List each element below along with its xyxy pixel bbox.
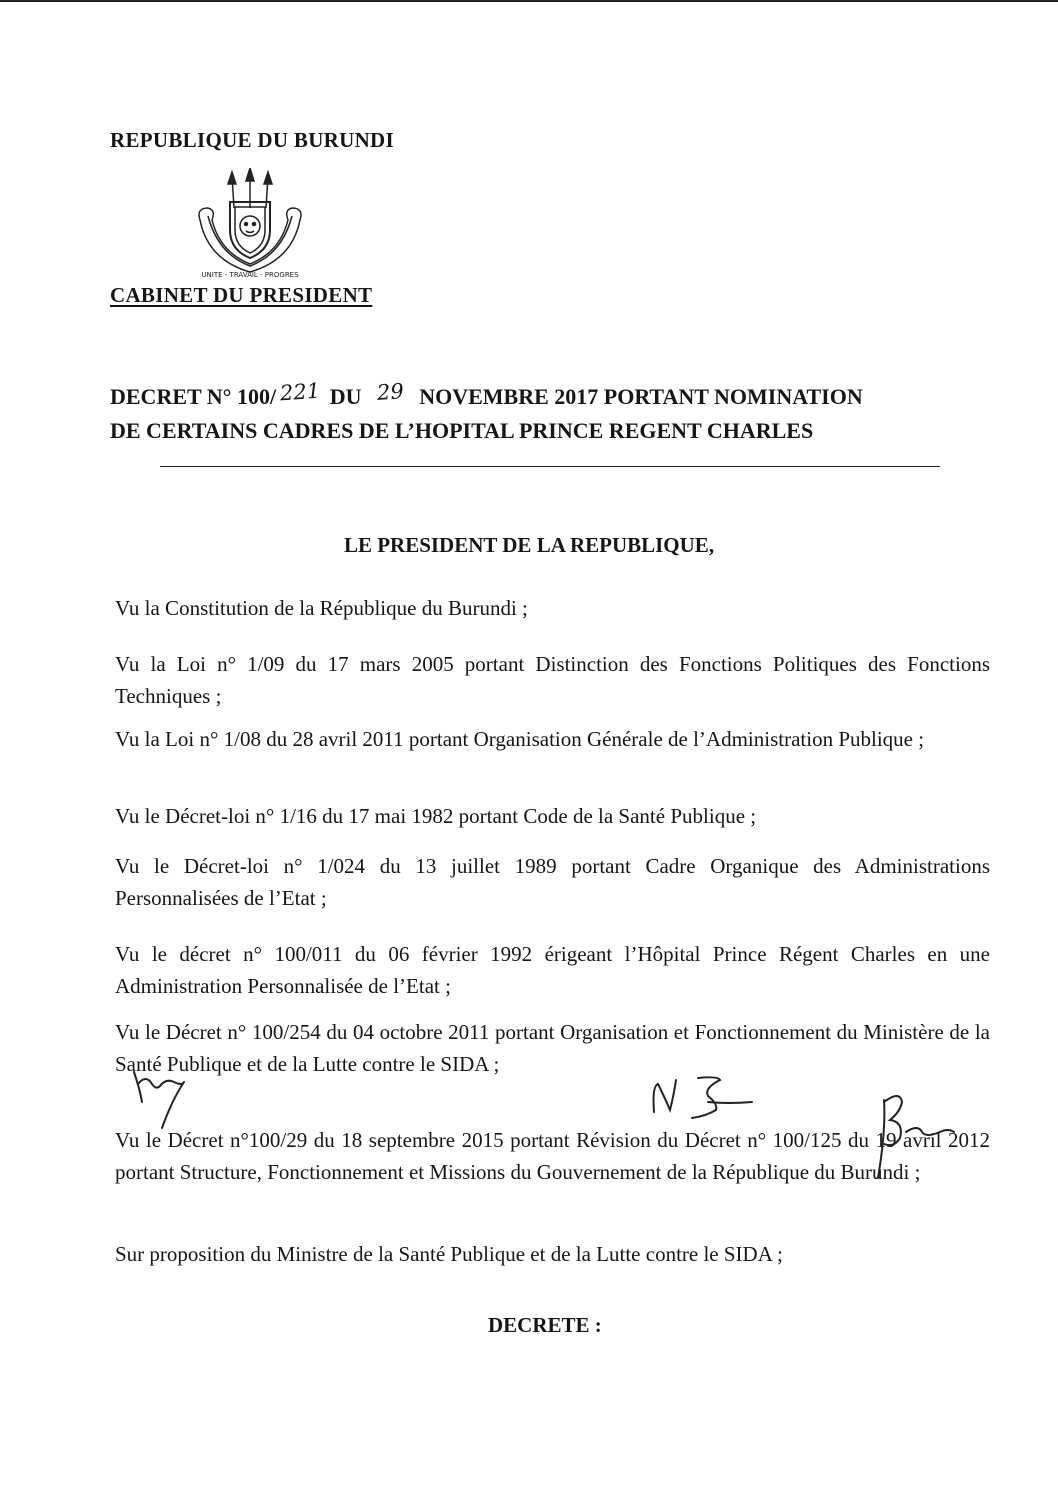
consideration-decret-loi-1-16: Vu le Décret-loi n° 1/16 du 17 mai 1982 portant Code de la Santé Publique ; (115, 804, 757, 828)
president-heading: LE PRESIDENT DE LA REPUBLIQUE, (343, 533, 715, 557)
burundi-coat-of-arms (190, 168, 310, 280)
consideration-decret-100-254: Vu le Décret n° 100/254 du 04 octobre 2011 portant Organisation et Fonctionnement du Ministère de la Santé Publique et de la Lutte contre le SIDA ; (115, 1020, 990, 1076)
country-heading: REPUBLIQUE DU BURUNDI (110, 128, 394, 152)
handwritten-initials-middle (648, 1070, 758, 1150)
decree-day-handwritten: 29 (376, 379, 405, 405)
decree-title-rest: NOVEMBRE 2017 PORTANT NOMINATION (419, 384, 863, 409)
consideration-constitution: Vu la Constitution de la République du Burundi ; (115, 596, 528, 620)
decree-number-prefix: DECRET N° 100/ (110, 384, 277, 409)
consideration-decret-loi-1-024: Vu le Décret-loi n° 1/024 du 13 juillet 1989 portant Cadre Organique des Administrations Personnalisées de l’Etat ; (115, 854, 990, 910)
decree-title-line-1 (110, 380, 990, 414)
title-divider (160, 466, 940, 467)
decision-heading: DECRETE : (488, 1313, 602, 1337)
decree-title-line-2: DE CERTAINS CADRES DE L’HOPITAL PRINCE REGENT CHARLES (110, 418, 814, 443)
consideration-decret-100-29: Vu le Décret n°100/29 du 18 septembre 2015 portant Révision du Décret n° 100/125 du 19 avril 2012 portant Structure, Fonctionnement et Missions du Gouvernement de la République du Burundi ; (115, 1128, 990, 1184)
decree-du: DU (329, 384, 362, 409)
handwritten-initials-left (126, 1060, 196, 1135)
handwritten-signature-right (870, 1080, 960, 1190)
decree-number-handwritten: 221 (279, 378, 321, 406)
consideration-loi-1-09: Vu la Loi n° 1/09 du 17 mars 2005 portant Distinction des Fonctions Politiques des Fonctions Techniques ; (115, 652, 990, 708)
decree-title (110, 380, 990, 448)
svg-text:UNITE - TRAVAIL - PROGRES: UNITE - TRAVAIL - PROGRES (201, 271, 299, 279)
page-top-edge (0, 0, 1058, 2)
consideration-loi-1-08: Vu la Loi n° 1/08 du 28 avril 2011 portant Organisation Générale de l’Administration Publique ; (115, 727, 925, 751)
office-heading: CABINET DU PRESIDENT (110, 283, 373, 307)
consideration-decret-100-011: Vu le décret n° 100/011 du 06 février 1992 érigeant l’Hôpital Prince Régent Charles en une Administration Personnalisée de l’Etat ; (115, 942, 990, 998)
consideration-proposition: Sur proposition du Ministre de la Santé Publique et de la Lutte contre le SIDA ; (115, 1242, 783, 1266)
